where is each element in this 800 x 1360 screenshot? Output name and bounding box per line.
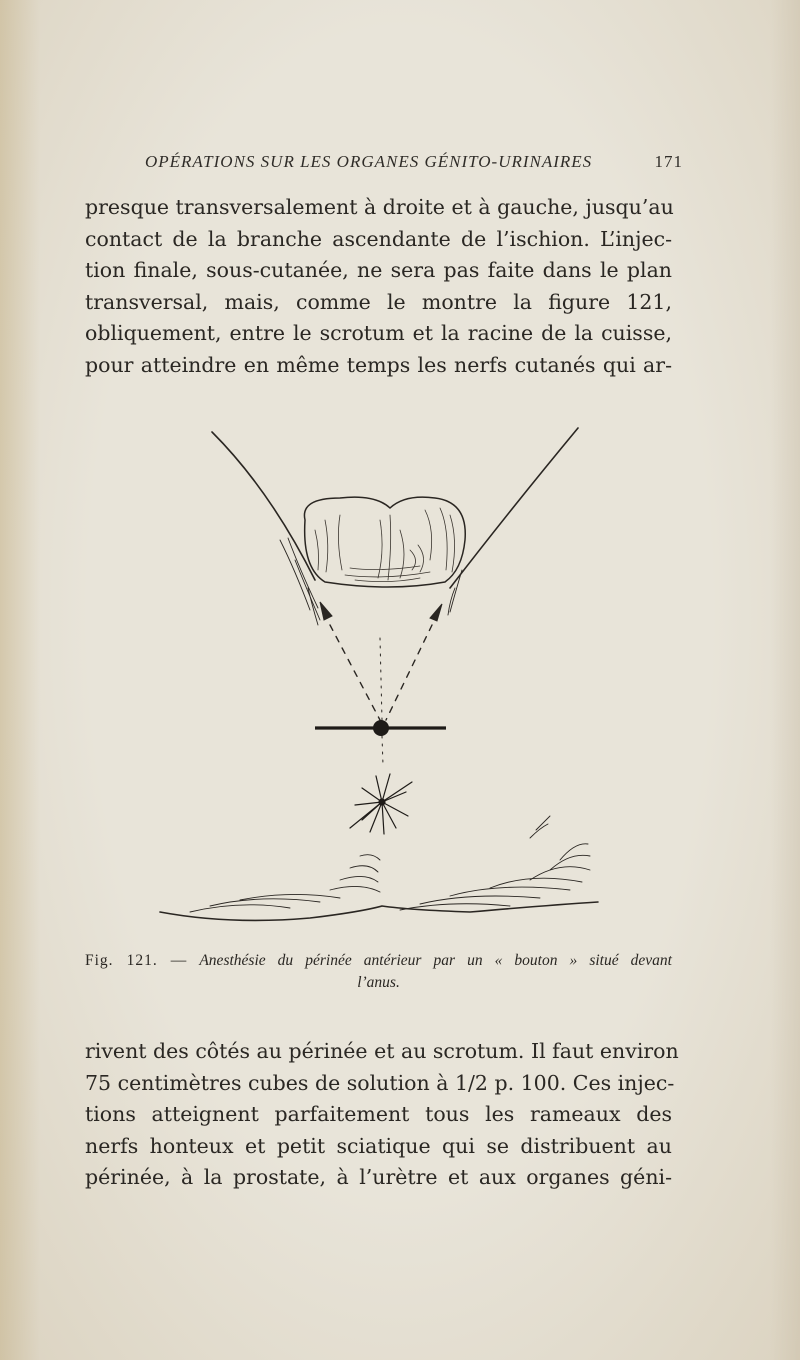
text-line: périnée, à la prostate, à l’urètre et aux organes géni- <box>85 1165 672 1189</box>
text-line: tions atteignent parfaitement tous les rameaux des <box>85 1102 672 1126</box>
bouton-dot <box>373 720 389 736</box>
text-line: contact de la branche ascendante de l’ischion. L’injec- <box>85 226 672 251</box>
right-injection-path <box>386 625 432 720</box>
text-line: pour atteindre en même temps les nerfs cutanés qui ar- <box>85 352 672 377</box>
lower-midline-path <box>382 736 383 765</box>
figure-121-illustration <box>150 420 610 930</box>
text-line: nerfs honteux et petit sciatique qui se distribuent au <box>85 1133 672 1158</box>
text-line: transversal, mais, comme le montre la figure 121, <box>85 289 672 314</box>
text-line: rivent des côtés au périnée et au scrotum. Il faut environ <box>85 1039 679 1063</box>
paragraph-top <box>85 192 672 381</box>
text-line: 75 centimètres cubes de solution à 1/2 p. 100. Ces injec- <box>85 1070 675 1095</box>
caption-text: Anesthésie du périnée antérieur par un « bouton » situé devant <box>199 952 672 969</box>
text-line: tion finale, sous-cutanée, ne sera pas faite dans le plan <box>85 258 672 282</box>
left-injection-path <box>330 625 380 720</box>
text-line: obliquement, entre le scrotum et la racine de la cuisse, <box>85 321 672 345</box>
right-arrowhead <box>430 604 442 621</box>
arrowheads <box>320 602 442 621</box>
right-thigh-outline <box>450 428 578 588</box>
page-number: 171 <box>654 152 683 171</box>
figure-label: Fig. 121. — <box>85 952 188 969</box>
running-head <box>145 152 685 176</box>
anus-star <box>350 774 412 834</box>
scrotum-shading <box>315 508 455 582</box>
left-thigh-outline <box>212 432 315 580</box>
gluteal-shading <box>190 816 590 912</box>
caption-text-continued: l’anus. <box>357 974 400 991</box>
gluteal-contour <box>160 902 598 920</box>
paragraph-bottom <box>85 1036 679 1194</box>
injection-bouton <box>315 720 446 736</box>
figure-caption <box>85 950 672 994</box>
midline-injection-path <box>380 638 382 720</box>
running-head-title: OPÉRATIONS SUR LES ORGANES GÉNITO-URINAIRES <box>145 152 593 171</box>
text-line: presque transversalement à droite et à gauche, jusqu’au <box>85 195 674 219</box>
left-arrowhead <box>320 602 332 620</box>
